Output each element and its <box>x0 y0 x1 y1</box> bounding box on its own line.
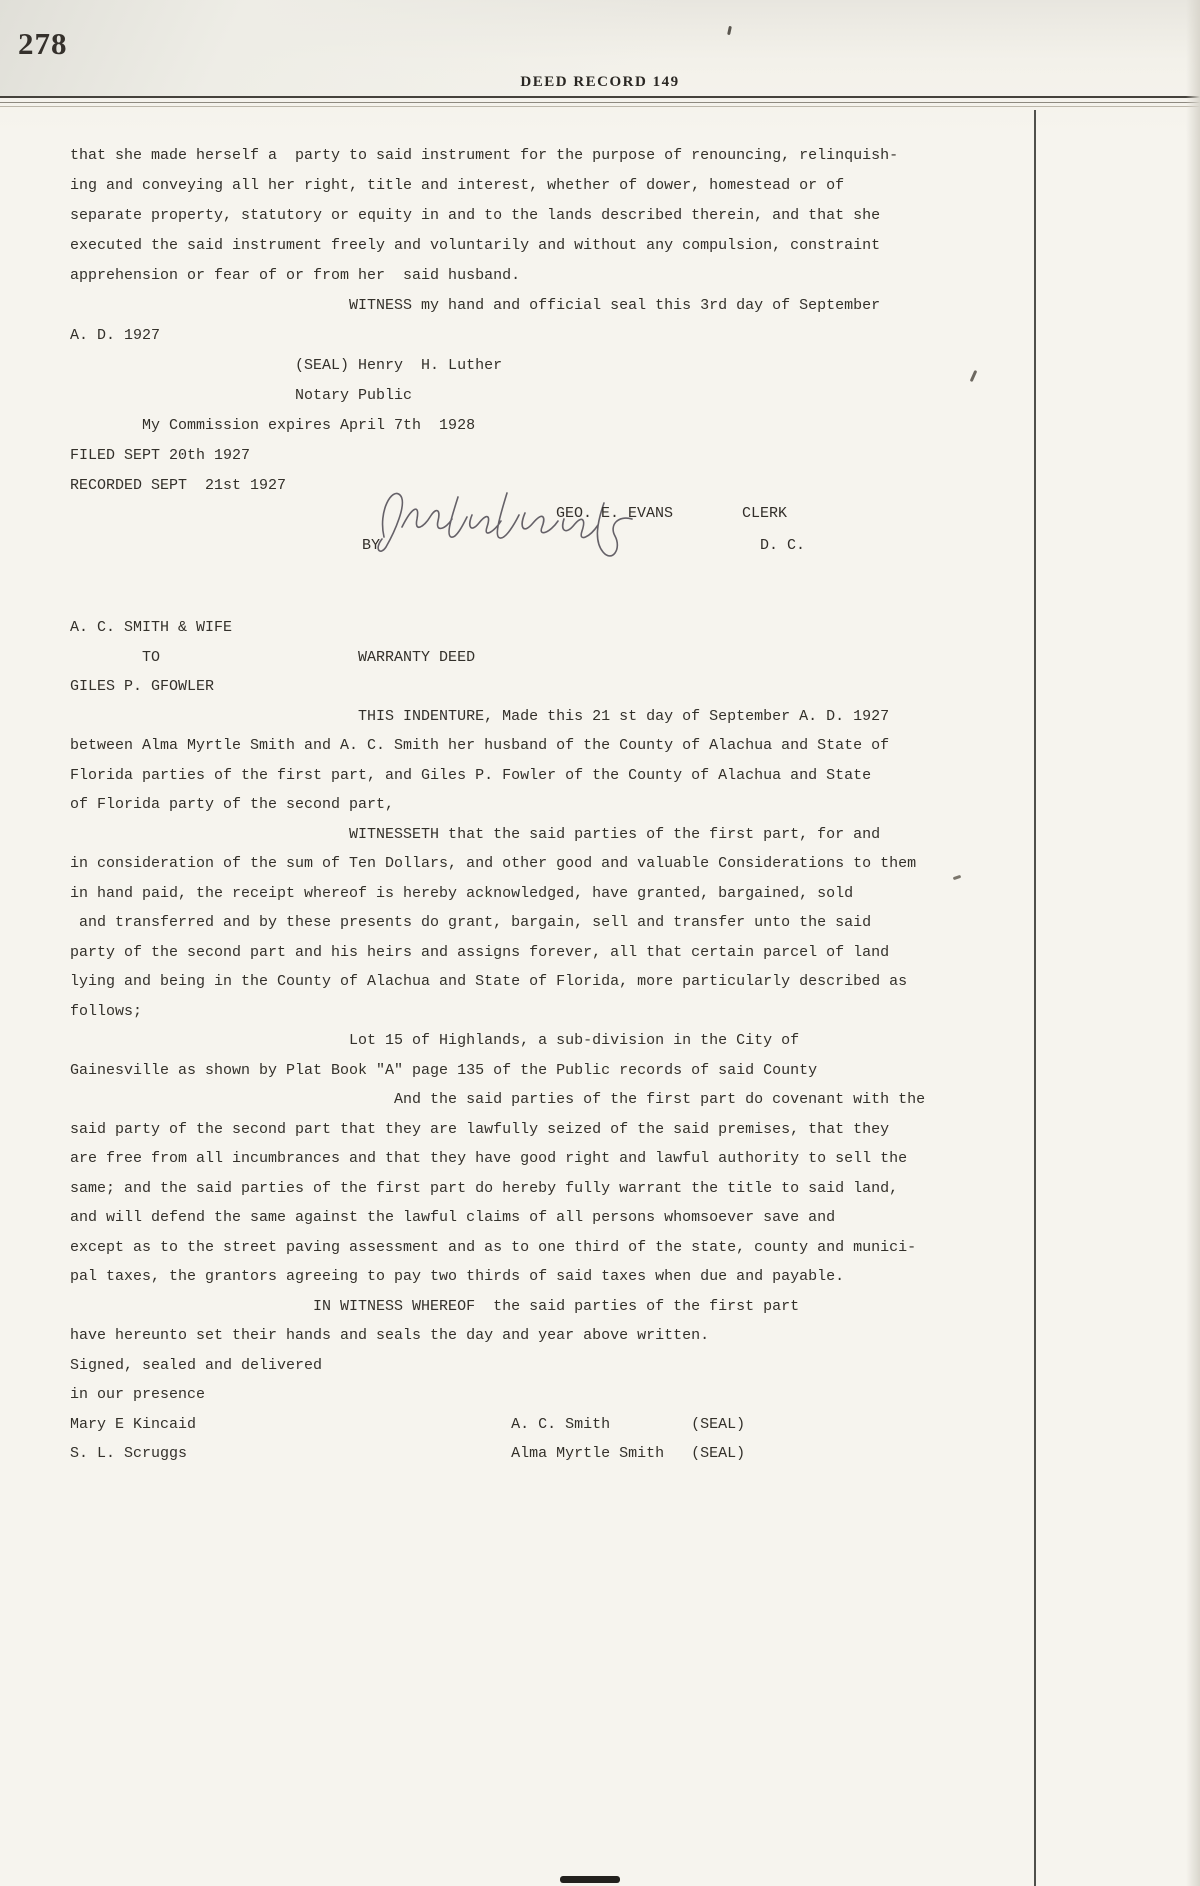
doc-line: said party of the second part that they are lawfully seized of the said premises, that they <box>70 1120 890 1138</box>
doc-line: in our presence <box>70 1386 206 1403</box>
warranty-deed-block <box>0 613 1200 1469</box>
doc-line: executed the said instrument freely and voluntarily and without any compulsion, constraint <box>70 237 881 254</box>
header-rule-light <box>0 106 1200 107</box>
doc-line: (SEAL) Henry H. Luther <box>70 357 503 374</box>
doc-line: except as to the street paving assessment and as to one third of the state, county and munici- <box>70 1238 917 1256</box>
doc-line: between Alma Myrtle Smith and A. C. Smith her husband of the County of Alachua and State of <box>70 737 890 754</box>
book-title: DEED RECORD 149 <box>520 74 680 90</box>
doc-line: Signed, sealed and delivered <box>70 1356 323 1374</box>
doc-line: have hereunto set their hands and seals the day and year above written. <box>70 1327 710 1344</box>
clerk-title: CLERK <box>742 505 788 522</box>
doc-line: Florida parties of the first part, and Giles P. Fowler of the County of Alachua and State <box>70 766 872 784</box>
page-header <box>0 0 1200 96</box>
doc-line: WITNESS my hand and official seal this 3rd day of September <box>70 297 881 314</box>
doc-line: Notary Public <box>70 387 413 404</box>
doc-line: Lot 15 of Highlands, a sub-division in the City of <box>70 1032 800 1049</box>
doc-line: A. D. 1927 <box>70 327 161 344</box>
page-number: 278 <box>18 26 68 61</box>
doc-line: follows; <box>70 1002 143 1020</box>
doc-line: are free from all incumbrances and that they have good right and lawful authority to sell the <box>70 1150 908 1167</box>
doc-line: ing and conveying all her right, title and interest, whether of dower, homestead or of <box>70 177 845 194</box>
doc-line: and will defend the same against the lawful claims of all persons whomsoever save and <box>70 1209 836 1226</box>
doc-line: GILES P. GFOWLER <box>70 678 215 695</box>
scan-artifact <box>560 1876 620 1883</box>
doc-line: that she made herself a party to said instrument for the purpose of renouncing, relinquish- <box>70 147 899 164</box>
doc-line: IN WITNESS WHEREOF the said parties of the first part <box>70 1297 800 1315</box>
doc-line: TO WARRANTY DEED <box>70 648 476 666</box>
doc-line: party of the second part and his heirs and assigns forever, all that certain parcel of land <box>70 943 890 961</box>
doc-line: S. L. Scruggs Alma Myrtle Smith (SEAL) <box>70 1445 746 1462</box>
doc-line: pal taxes, the grantors agreeing to pay two thirds of said taxes when due and payable. <box>70 1268 845 1285</box>
deputy-clerk-label: D. C. <box>760 537 806 554</box>
doc-line: THIS INDENTURE, Made this 21 st day of September A. D. 1927 <box>70 707 890 725</box>
doc-line: and transferred and by these presents do grant, bargain, sell and transfer unto the said <box>70 914 872 931</box>
clerk-by-label: BY <box>362 537 381 554</box>
clerk-filing-block <box>70 493 1200 589</box>
doc-line: same; and the said parties of the first part do hereby fully warrant the title to said land, <box>70 1179 899 1197</box>
doc-line: WITNESSETH that the said parties of the first part, for and <box>70 825 881 843</box>
doc-line: separate property, statutory or equity in and to the lands described therein, and that she <box>70 207 881 224</box>
clerk-name: GEO. E. EVANS <box>556 505 674 522</box>
doc-line: RECORDED SEPT 21st 1927 <box>70 477 287 494</box>
notary-acknowledgment-block <box>0 141 1200 501</box>
doc-line: apprehension or fear of or from her said husband. <box>70 267 521 284</box>
page-edge-line <box>1034 110 1036 1886</box>
doc-line: of Florida party of the second part, <box>70 796 395 813</box>
doc-line: in hand paid, the receipt whereof is hereby acknowledged, have granted, bargained, sold <box>70 884 854 902</box>
doc-line: Mary E Kincaid A. C. Smith (SEAL) <box>70 1415 746 1433</box>
doc-line: And the said parties of the first part do covenant with the <box>70 1091 926 1108</box>
doc-line: A. C. SMITH & WIFE <box>70 619 233 636</box>
doc-line: FILED SEPT 20th 1927 <box>70 447 251 464</box>
doc-line: lying and being in the County of Alachua and State of Florida, more particularly described as <box>70 973 908 990</box>
doc-line: Gainesville as shown by Plat Book "A" page 135 of the Public records of said County <box>70 1061 818 1079</box>
doc-line: in consideration of the sum of Ten Dollars, and other good and valuable Considerations to them <box>70 855 917 872</box>
doc-line: My Commission expires April 7th 1928 <box>70 417 476 434</box>
